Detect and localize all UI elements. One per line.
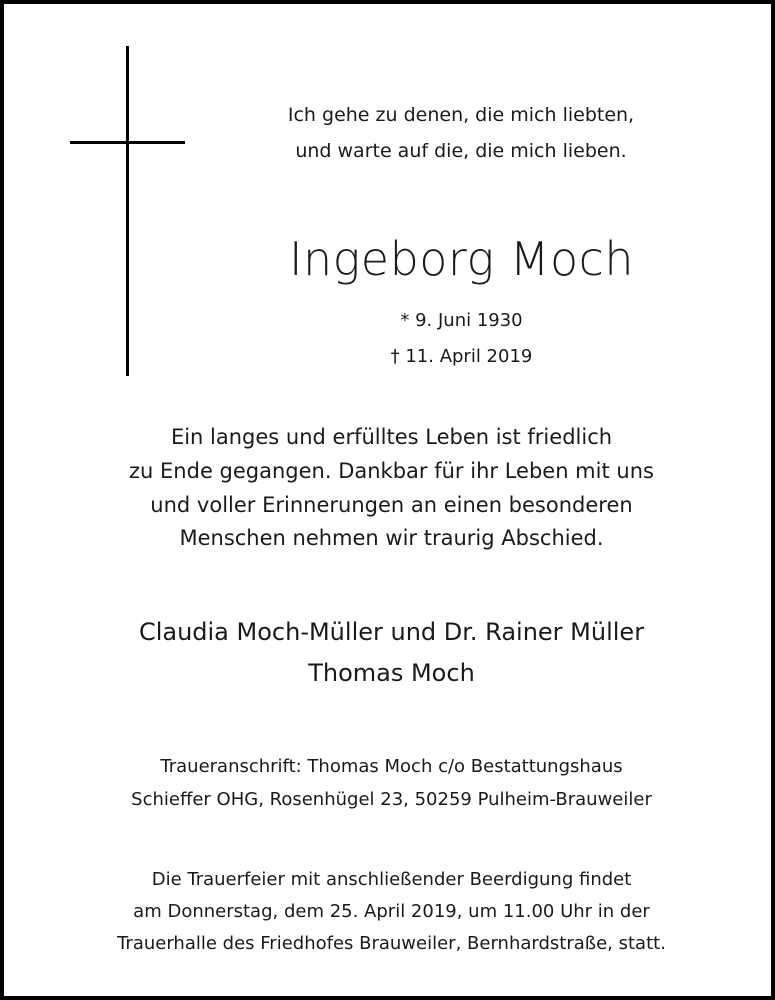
address-line-2: Schieffer OHG, Rosenhügel 23, 50259 Pulheim-Brauweiler bbox=[131, 789, 652, 810]
funeral-line-3: Trauerhalle des Friedhofes Brauweiler, Bernhardstraße, statt. bbox=[117, 933, 666, 954]
message-line-2: zu Ende gegangen. Dankbar für ihr Leben mit uns bbox=[129, 459, 654, 483]
funeral-line-2: am Donnerstag, dem 25. April 2019, um 11.00 Uhr in der bbox=[133, 901, 650, 922]
message-line-3: und voller Erinnerungen an einen besonderen bbox=[150, 493, 633, 517]
cross-icon-vertical bbox=[126, 46, 129, 376]
family-line-1: Claudia Moch-Müller und Dr. Rainer Müller bbox=[138, 618, 645, 646]
deceased-name: Ingeborg Moch bbox=[288, 232, 635, 286]
message-line-1: Ein langes und erfülltes Leben ist friedlich bbox=[170, 425, 613, 449]
family-line-2: Thomas Moch bbox=[308, 659, 475, 687]
cross-icon-horizontal bbox=[70, 141, 185, 144]
motto-line-2: und warte auf die, die mich lieben. bbox=[295, 140, 627, 162]
funeral-line-1: Die Trauerfeier mit anschließender Beerdigung findet bbox=[151, 869, 632, 890]
motto-line-1: Ich gehe zu denen, die mich liebten, bbox=[287, 104, 635, 126]
birth-date: * 9. Juni 1930 bbox=[400, 310, 523, 331]
death-date: † 11. April 2019 bbox=[390, 346, 533, 367]
message-line-4: Menschen nehmen wir traurig Abschied. bbox=[179, 526, 604, 550]
address-line-1: Traueranschrift: Thomas Moch c/o Bestattungshaus bbox=[160, 756, 623, 777]
